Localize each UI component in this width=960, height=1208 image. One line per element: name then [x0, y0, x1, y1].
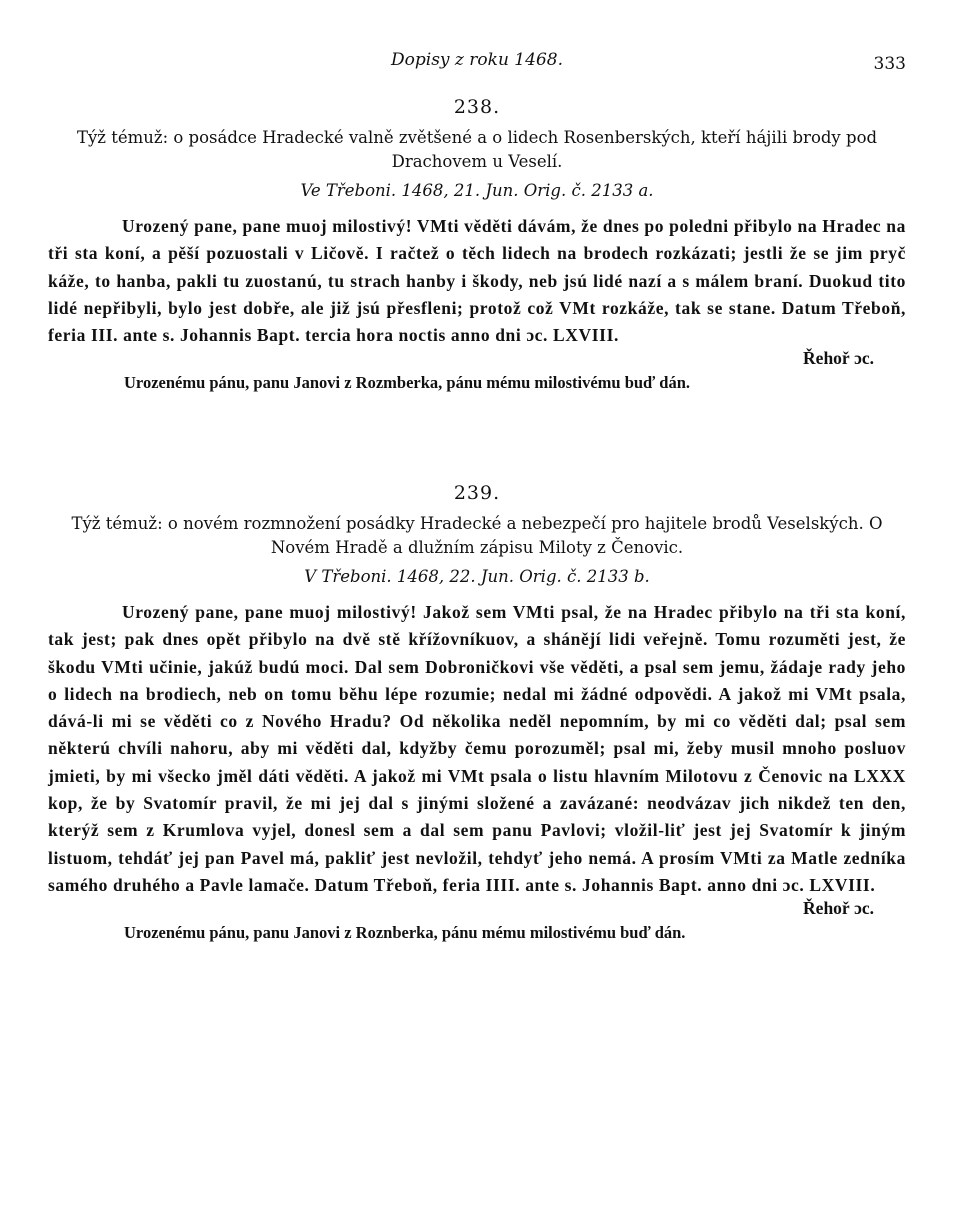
letter-summary: Týž témuž: o posádce Hradecké valně zvětšené a o lidech Rosenberských, kteří hájili brody pod Drachovem u Veselí.	[76, 128, 878, 171]
running-head	[48, 50, 906, 74]
letter-body: Urozený pane, pane muoj milostivý! VMti věděti dávám, že dnes po poledni přibylo na Hradec na tři sta koní, a pěší pozuostali v Ličově. I račtež o těch lidech na brodech rozkázati; jestli že se jim pryč káže, to hanba, pakli tu zuostanú, tu strach hanby i škody, neb jsú lidé nazí a s málem braní. Duokud tito lidé nepřibyli, bylo jest dobře, ale již jsú přesfleni; protož což VMt rozkáže, tak se stane. Datum Třeboň, feria III. ante s. Johannis Bapt. tercia hora noctis anno dni ɔc. LXVIII.	[48, 216, 906, 346]
letter-number: 239.	[453, 482, 501, 504]
letter-address: Urozenému pánu, panu Janovi z Roznberka, pánu mému milostivému buď dán.	[124, 923, 686, 943]
running-title: Dopisy z roku 1468.	[391, 50, 563, 70]
letter-number: 238.	[453, 96, 501, 118]
letter-signature: Řehoř ɔc.	[803, 898, 874, 919]
letter-summary: Týž témuž: o novém rozmnožení posádky Hradecké a nebezpečí pro hajitele brodů Veselských. O Novém Hradě a dlužním zápisu Miloty z Čenovic.	[71, 514, 883, 557]
letter-239	[48, 478, 906, 943]
letter-dateline: Ve Třeboni. 1468, 21. Jun. Orig. č. 2133 a.	[300, 181, 654, 200]
letter-address: Urozenému pánu, panu Janovi z Rozmberka, pánu mému milostivému buď dán.	[124, 373, 690, 393]
letter-body: Urozený pane, pane muoj milostivý! Jakož sem VMti psal, že na Hradec přibylo na tři sta koní, tak jest; pak dnes opět přibylo na dvě stě křížovníkuov, a shánějí lidi veřejně. Tomu rozuměti jest, že škodu VMti učinie, jakúž budú moci. Dal sem Dobroničkovi vše věděti, a psal sem jemu, žádaje rady jeho o lidech na brodiech, neb on tomu běhu lépe rozumie; nedal mi žádné odpovědi. A jakož mi VMt psala, dává-li mi se věděti co z Nového Hradu? Od několika neděl nepomním, by mi co věděti dal; psal sem některú chvíli nahoru, aby mi věděti dal, kdyžby čemu porozuměl; psal mi, žeby musil mnoho posluov jmieti, by mi všecko jměl dáti věděti. A jakož mi VMt psala o listu hlavním Milotovu z Čenovic na LXXX kop, že by Svatomír pravil, že mi jej dal s jinými složené a zavázané: neodvázav jich nikdež ten den, kterýž sem z Krumlova vyjel, donesl sem a dal sem panu Pavlovi; vložil-liť jest jej Svatomír k jiným listuom, tehdáť jej pan Pavel má, pakliť jest nevložil, tehdyť jeho nemá. A prosím VMti za Matle zedníka samého druhého a Pavle lamače. Datum Třeboň, feria IIII. ante s. Johannis Bapt. anno dni ɔc. LXVIII.	[48, 602, 906, 895]
letter-signature: Řehoř ɔc.	[803, 348, 874, 369]
page-number: 333	[873, 54, 906, 74]
letter-238	[48, 92, 906, 393]
letter-dateline: V Třeboni. 1468, 22. Jun. Orig. č. 2133 b.	[304, 567, 650, 586]
